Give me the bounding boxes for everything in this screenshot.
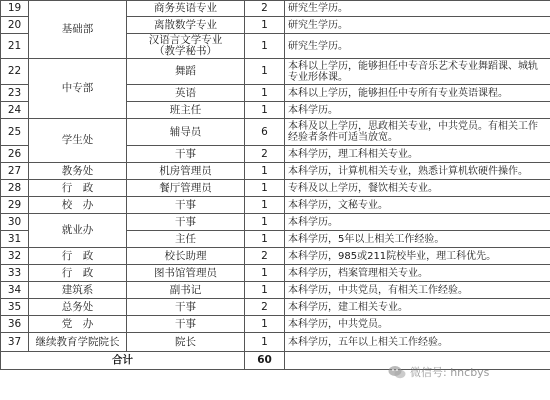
position-cell: 图书馆管理员	[127, 265, 245, 282]
position-cell: 辅导员	[127, 119, 245, 146]
requirement-cell: 本科学历，中共党员，有相关工作经验。	[285, 282, 550, 299]
requirement-cell: 本科以上学历，能够担任中专音乐艺术专业舞蹈课、城轨专业形体课。	[285, 59, 550, 85]
requirement-cell: 本科学历。	[285, 214, 550, 231]
row-number: 24	[1, 102, 29, 119]
requirement-cell: 研究生学历。	[285, 1, 550, 17]
row-number: 27	[1, 163, 29, 180]
row-number: 28	[1, 180, 29, 197]
row-number: 20	[1, 17, 29, 34]
requirement-cell: 研究生学历。	[285, 34, 550, 59]
department-cell: 基础部	[29, 1, 127, 59]
department-cell: 继续教育学院院长	[29, 333, 127, 352]
count-cell: 1	[245, 85, 285, 102]
requirement-cell: 本科及以上学历，思政相关专业，中共党员。有相关工作经验者条件可适当放宽。	[285, 119, 550, 146]
requirement-cell: 专科及以上学历，餐饮相关专业。	[285, 180, 550, 197]
table-row	[1, 316, 550, 333]
row-number: 26	[1, 146, 29, 163]
count-cell: 1	[245, 282, 285, 299]
department-cell: 行 政	[29, 265, 127, 282]
count-cell: 1	[245, 17, 285, 34]
row-number: 37	[1, 333, 29, 352]
position-cell: 校长助理	[127, 248, 245, 265]
row-number: 34	[1, 282, 29, 299]
position-cell: 班主任	[127, 102, 245, 119]
position-cell: 干事	[127, 197, 245, 214]
position-cell: 主任	[127, 231, 245, 248]
count-cell: 1	[245, 214, 285, 231]
position-cell: 商务英语专业	[127, 1, 245, 17]
position-cell: 干事	[127, 316, 245, 333]
row-number: 23	[1, 85, 29, 102]
total-label: 合计	[1, 352, 245, 370]
requirement-cell: 本科学历，985或211院校毕业，理工科优先。	[285, 248, 550, 265]
position-cell: 英语	[127, 85, 245, 102]
count-cell: 1	[245, 34, 285, 59]
department-cell: 党 办	[29, 316, 127, 333]
count-cell: 1	[245, 316, 285, 333]
table-row	[1, 1, 550, 17]
row-number: 29	[1, 197, 29, 214]
total-count: 60	[245, 352, 285, 370]
table-row	[1, 119, 550, 146]
requirement-cell: 本科学历，5年以上相关工作经验。	[285, 231, 550, 248]
table-row	[1, 180, 550, 197]
count-cell: 2	[245, 299, 285, 316]
row-number: 31	[1, 231, 29, 248]
row-number: 21	[1, 34, 29, 59]
count-cell: 2	[245, 146, 285, 163]
position-cell: 舞蹈	[127, 59, 245, 85]
requirement-cell: 本科学历，理工科相关专业。	[285, 146, 550, 163]
row-number: 36	[1, 316, 29, 333]
department-cell: 总务处	[29, 299, 127, 316]
position-cell: 干事	[127, 299, 245, 316]
count-cell: 6	[245, 119, 285, 146]
position-cell: 院长	[127, 333, 245, 352]
watermark-text: 微信号: hncbys	[410, 366, 490, 379]
table-row	[1, 299, 550, 316]
row-number: 33	[1, 265, 29, 282]
count-cell: 2	[245, 1, 285, 17]
count-cell: 1	[245, 59, 285, 85]
requirement-cell: 本科学历，档案管理相关专业。	[285, 265, 550, 282]
table-row	[1, 282, 550, 299]
requirement-cell: 本科学历，中共党员。	[285, 316, 550, 333]
table-row	[1, 214, 550, 231]
position-cell: 餐厅管理员	[127, 180, 245, 197]
position-cell: 机房管理员	[127, 163, 245, 180]
wechat-icon	[388, 365, 406, 379]
count-cell: 1	[245, 265, 285, 282]
department-cell: 中专部	[29, 59, 127, 119]
count-cell: 1	[245, 333, 285, 352]
position-cell: 离散数学专业	[127, 17, 245, 34]
department-cell: 建筑系	[29, 282, 127, 299]
watermark	[388, 364, 489, 380]
count-cell: 1	[245, 180, 285, 197]
row-number: 32	[1, 248, 29, 265]
requirement-cell: 本科以上学历，能够担任中专所有专业英语课程。	[285, 85, 550, 102]
table-row	[1, 163, 550, 180]
requirement-cell: 本科学历。	[285, 102, 550, 119]
row-number: 22	[1, 59, 29, 85]
row-number: 35	[1, 299, 29, 316]
table-row	[1, 333, 550, 352]
table-row	[1, 248, 550, 265]
count-cell: 1	[245, 102, 285, 119]
department-cell: 教务处	[29, 163, 127, 180]
position-cell: 干事	[127, 146, 245, 163]
position-cell: 汉语言文学专业 （教学秘书）	[127, 34, 245, 59]
department-cell: 学生处	[29, 119, 127, 163]
position-cell: 副书记	[127, 282, 245, 299]
row-number: 19	[1, 1, 29, 17]
table-row	[1, 197, 550, 214]
requirement-cell: 研究生学历。	[285, 17, 550, 34]
department-cell: 行 政	[29, 180, 127, 197]
requirement-cell: 本科学历，建工相关专业。	[285, 299, 550, 316]
position-cell: 干事	[127, 214, 245, 231]
count-cell: 2	[245, 248, 285, 265]
count-cell: 1	[245, 197, 285, 214]
requirement-cell: 本科学历，文秘专业。	[285, 197, 550, 214]
count-cell: 1	[245, 163, 285, 180]
requirement-cell: 本科学历，五年以上相关工作经验。	[285, 333, 550, 352]
row-number: 30	[1, 214, 29, 231]
department-cell: 就业办	[29, 214, 127, 248]
row-number: 25	[1, 119, 29, 146]
requirement-cell: 本科学历，计算机相关专业，熟悉计算机软硬件操作。	[285, 163, 550, 180]
count-cell: 1	[245, 231, 285, 248]
table-row	[1, 265, 550, 282]
department-cell: 行 政	[29, 248, 127, 265]
table-row	[1, 59, 550, 85]
department-cell: 校 办	[29, 197, 127, 214]
